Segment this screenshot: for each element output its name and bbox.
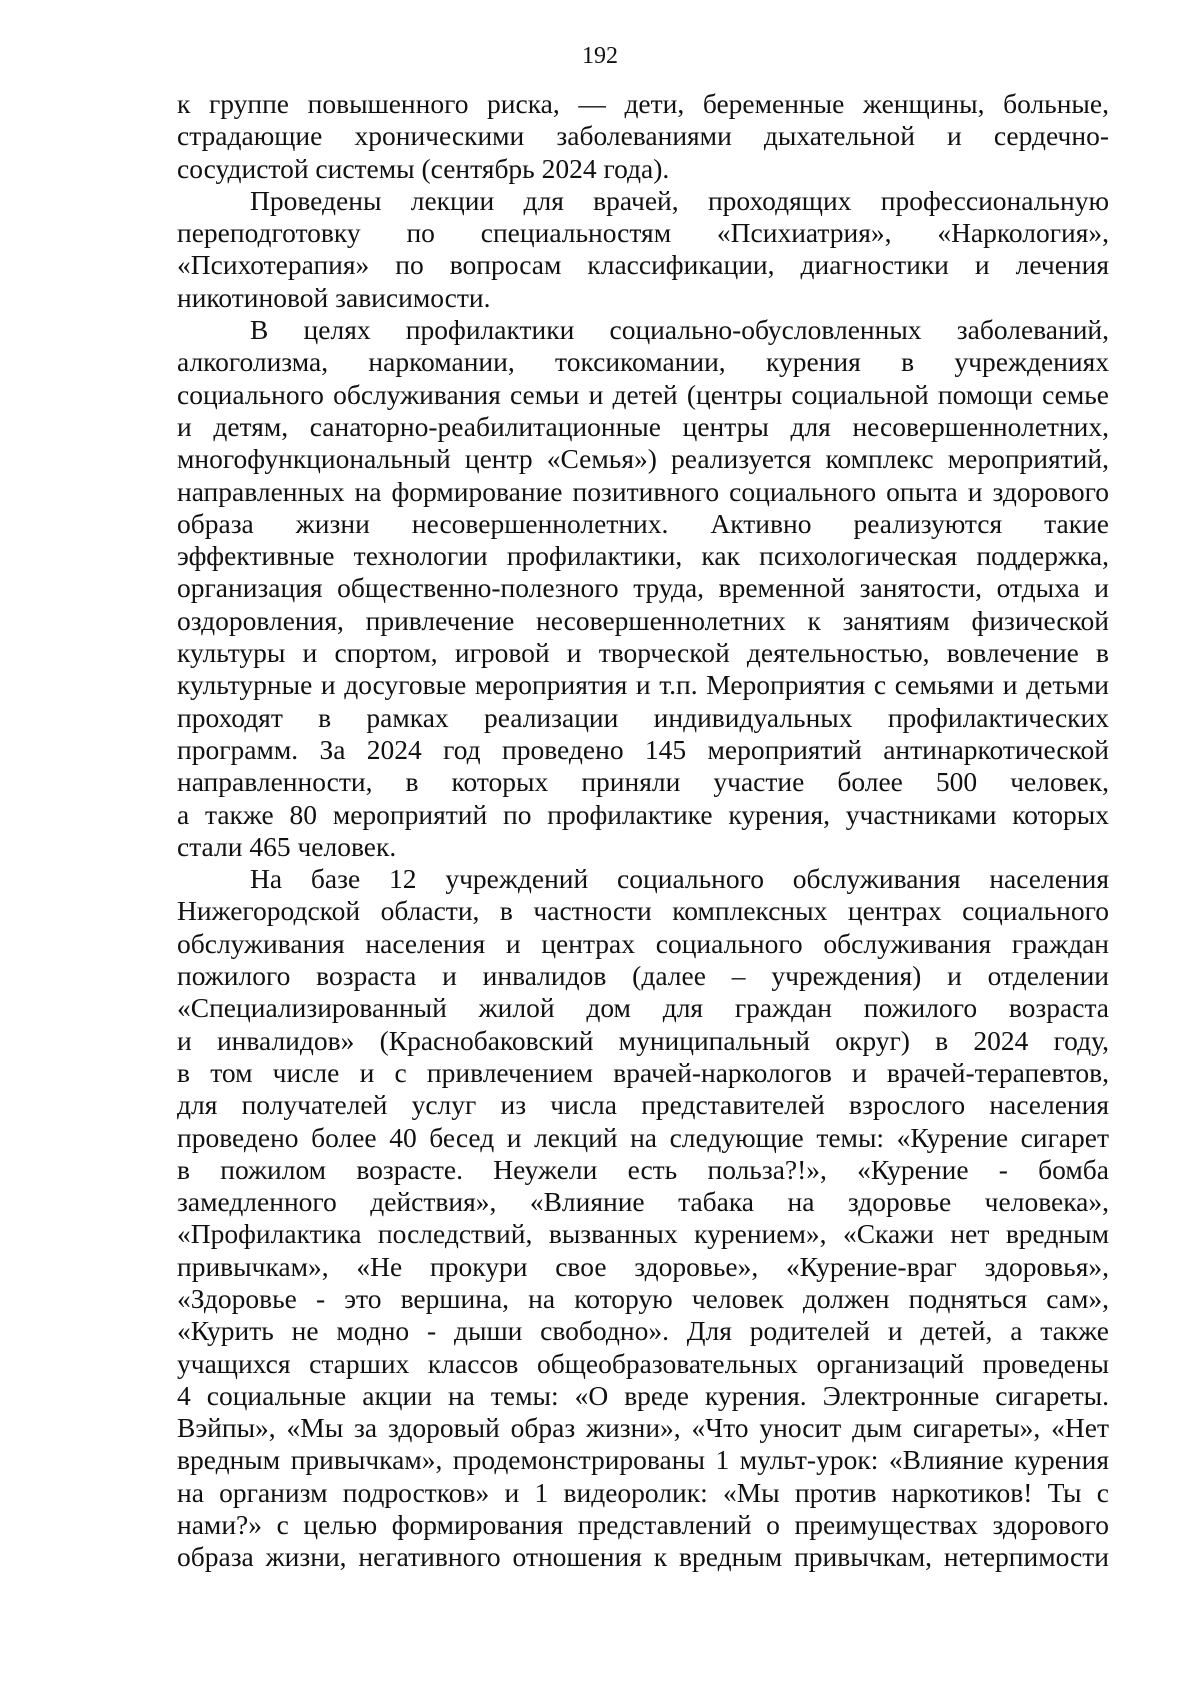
document-body	[177, 88, 1109, 1574]
text-line: сосудистой системы (сентябрь 2024 года).	[177, 152, 670, 184]
text-line: Вэйпы», «Мы за здоровый образ жизни», «Что уносит дым сигареты», «Нет	[177, 1412, 1109, 1444]
text-line: направленных на формирование позитивного социального опыта и здорового	[177, 475, 1109, 507]
text-line: «Психотерапия» по вопросам классификации, диагностики и лечения	[177, 249, 1109, 281]
text-line: социального обслуживания семьи и детей (центры социальной помощи семье	[177, 378, 1109, 410]
text-line: вредным привычкам», продемонстрированы 1 мульт-урок: «Влияние курения	[177, 1444, 1109, 1476]
text-line: никотиновой зависимости.	[177, 281, 491, 313]
text-line: алкоголизма, наркомании, токсикомании, курения в учреждениях	[177, 346, 1109, 378]
text-line: Проведены лекции для врачей, проходящих профессиональную	[250, 184, 1109, 216]
text-line: оздоровления, привлечение несовершеннолетних к занятиям физической	[177, 604, 1109, 636]
text-line: На базе 12 учреждений социального обслуживания населения	[250, 863, 1109, 895]
text-line: образа жизни, негативного отношения к вредным привычкам, нетерпимости	[177, 1541, 1109, 1573]
paragraph	[177, 863, 1109, 1574]
paragraph	[177, 314, 1109, 863]
text-line: в том числе и с привлечением врачей-наркологов и врачей-терапевтов,	[177, 1056, 1109, 1088]
text-line: 4 социальные акции на темы: «О вреде курения. Электронные сигареты.	[177, 1379, 1109, 1411]
text-line: пожилого возраста и инвалидов (далее – учреждения) и отделении	[177, 960, 1109, 992]
text-line: на организм подростков» и 1 видеоролик: «Мы против наркотиков! Ты с	[177, 1476, 1109, 1508]
text-line: организация общественно-полезного труда, временной занятости, отдыха и	[177, 572, 1109, 604]
text-line: к группе повышенного риска, — дети, беременные женщины, больные,	[177, 88, 1109, 119]
text-line: а также 80 мероприятий по профилактике курения, участниками которых	[177, 798, 1109, 830]
page-number: 192	[582, 43, 618, 69]
text-line: для получателей услуг из числа представителей взрослого населения	[177, 1089, 1109, 1121]
text-line: направленности, в которых приняли участие более 500 человек,	[177, 766, 1109, 798]
text-line: стали 465 человек.	[177, 830, 397, 862]
text-line: «Курить не модно - дыши свободно». Для родителей и детей, а также	[177, 1315, 1109, 1347]
paragraph	[177, 88, 1109, 185]
paragraph	[177, 185, 1109, 314]
text-line: «Профилактика последствий, вызванных курением», «Скажи нет вредным	[177, 1218, 1109, 1250]
text-line: программ. За 2024 год проведено 145 мероприятий антинаркотической	[177, 733, 1109, 765]
text-line: и инвалидов» (Краснобаковский муниципальный округ) в 2024 году,	[177, 1024, 1109, 1056]
text-line: образа жизни несовершеннолетних. Активно реализуются такие	[177, 507, 1109, 539]
text-line: эффективные технологии профилактики, как психологическая поддержка,	[177, 540, 1109, 572]
text-line: обслуживания населения и центрах социального обслуживания граждан	[177, 927, 1109, 959]
text-line: нами?» с целью формирования представлений о преимуществах здорового	[177, 1509, 1109, 1541]
text-line: культурные и досуговые мероприятия и т.п. Мероприятия с семьями и детьми	[177, 669, 1109, 701]
text-line: в пожилом возрасте. Неужели есть польза?!», «Курение - бомба	[177, 1153, 1109, 1185]
text-line: замедленного действия», «Влияние табака на здоровье человека»,	[177, 1186, 1109, 1218]
text-line: В целях профилактики социально-обусловленных заболеваний,	[250, 314, 1109, 346]
text-line: страдающие хроническими заболеваниями дыхательной и сердечно-	[177, 120, 1109, 152]
text-line: проведено более 40 бесед и лекций на следующие темы: «Курение сигарет	[177, 1121, 1109, 1153]
text-line: проходят в рамках реализации индивидуальных профилактических	[177, 701, 1109, 733]
text-line: «Специализированный жилой дом для граждан пожилого возраста	[177, 992, 1109, 1024]
text-line: привычкам», «Не прокури свое здоровье», «Курение-враг здоровья»,	[177, 1250, 1109, 1282]
text-line: «Здоровье - это вершина, на которую человек должен подняться сам»,	[177, 1282, 1109, 1314]
text-line: многофункциональный центр «Семья») реализуется комплекс мероприятий,	[177, 443, 1109, 475]
text-line: культуры и спортом, игровой и творческой деятельностью, вовлечение в	[177, 637, 1109, 669]
text-line: Нижегородской области, в частности комплексных центрах социального	[177, 895, 1109, 927]
text-line: учащихся старших классов общеобразовательных организаций проведены	[177, 1347, 1109, 1379]
text-line: и детям, санаторно-реабилитационные центры для несовершеннолетних,	[177, 410, 1109, 442]
text-line: переподготовку по специальностям «Психиатрия», «Наркология»,	[177, 217, 1109, 249]
